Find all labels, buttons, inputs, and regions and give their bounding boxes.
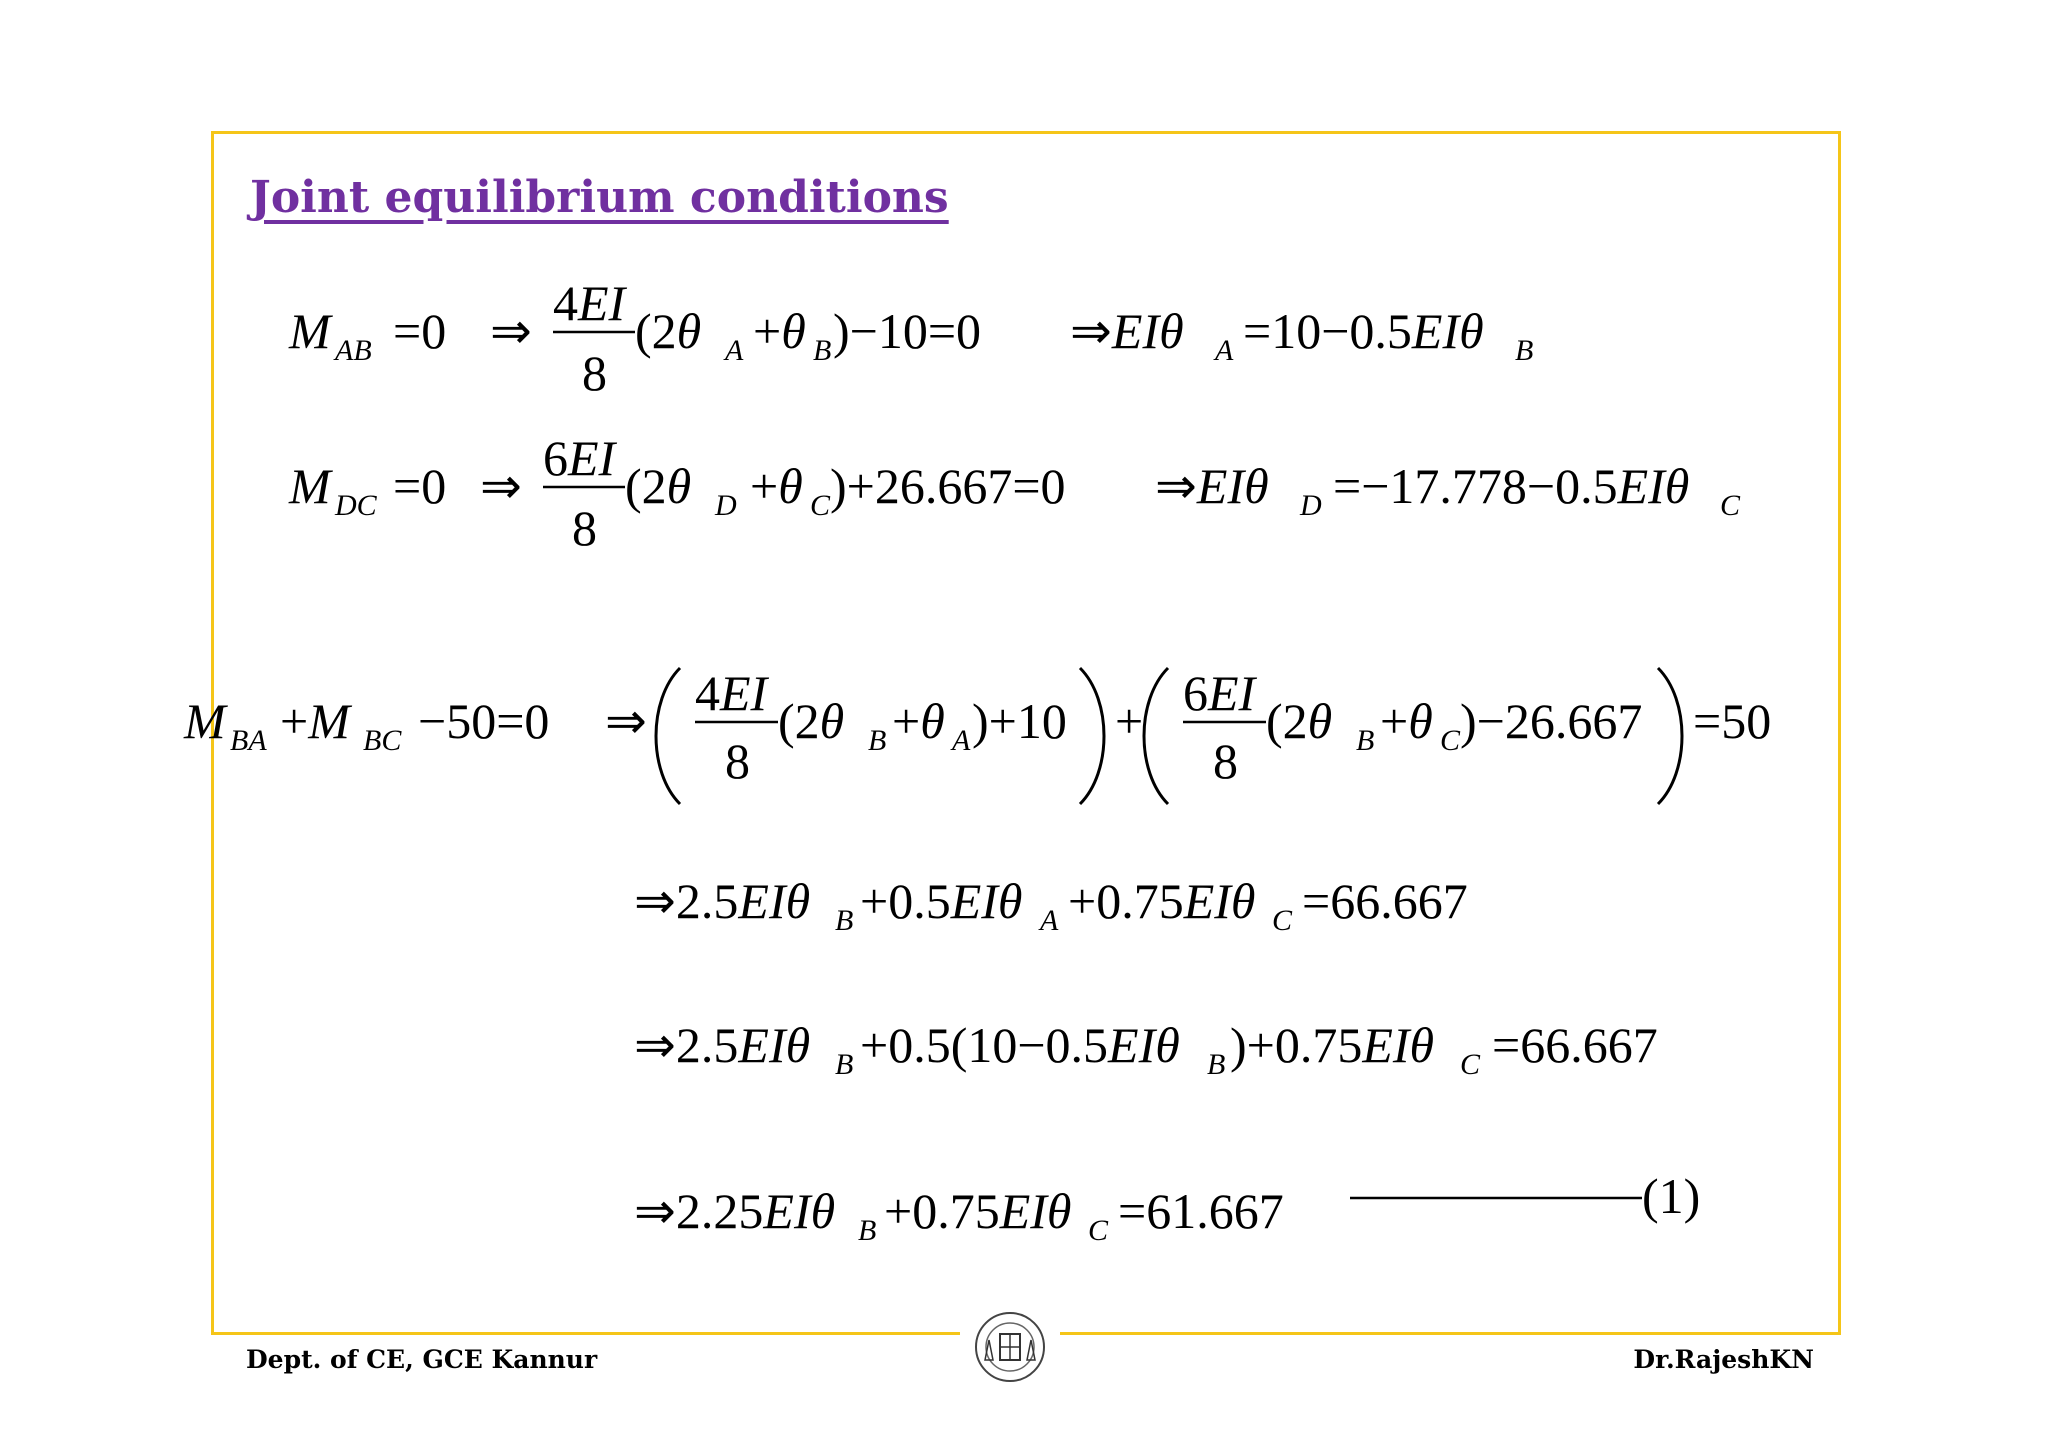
equation-m-ab-svg: [285, 270, 1585, 410]
svg-text:(1): (1): [1642, 1168, 1701, 1224]
svg-text:6EI: 6EI: [543, 430, 616, 486]
svg-text:⇒2.5EIθ: ⇒2.5EIθ: [634, 1017, 811, 1073]
svg-text:)+10: )+10: [972, 693, 1067, 749]
footer-author: Dr.RajeshKN: [1633, 1345, 1814, 1374]
equation-m-ab: [285, 270, 1585, 418]
svg-text:⇒: ⇒: [480, 458, 522, 514]
college-logo-graphic: [973, 1310, 1047, 1384]
slide-title: Joint equilibrium conditions: [250, 172, 949, 223]
svg-text:A: A: [725, 334, 744, 367]
svg-text:+: +: [1115, 693, 1144, 749]
equation-final: [630, 1168, 1730, 1266]
svg-text:8: 8: [1213, 733, 1238, 789]
svg-text:=0: =0: [393, 458, 447, 514]
svg-text:=−17.778−0.5EIθ: =−17.778−0.5EIθ: [1333, 458, 1690, 514]
svg-text:⇒2.5EIθ: ⇒2.5EIθ: [634, 873, 811, 929]
svg-text:−50=0: −50=0: [418, 693, 550, 749]
svg-text:(2θ: (2θ: [1266, 693, 1333, 749]
svg-text:⇒: ⇒: [490, 303, 532, 359]
svg-text:+θ: +θ: [1380, 693, 1433, 749]
equation-expanded-2: [630, 1012, 1730, 1100]
equation-m-dc-svg: [285, 425, 1785, 565]
footer-department: Dept. of CE, GCE Kannur: [246, 1345, 598, 1374]
svg-text:⇒: ⇒: [605, 693, 647, 749]
svg-text:B: B: [835, 904, 854, 937]
svg-text:D: D: [1300, 489, 1322, 522]
svg-text:6EI: 6EI: [1183, 665, 1256, 721]
college-logo: [973, 1310, 1047, 1384]
svg-text:A: A: [1040, 904, 1059, 937]
svg-text:⇒2.25EIθ: ⇒2.25EIθ: [634, 1183, 836, 1239]
svg-text:(2θ: (2θ: [635, 303, 702, 359]
svg-text:C: C: [1460, 1048, 1481, 1081]
svg-text:)−26.667: )−26.667: [1460, 693, 1643, 749]
equation-expanded-1-svg: [630, 868, 1530, 948]
svg-text:B: B: [868, 724, 887, 757]
svg-text:4EI: 4EI: [695, 665, 768, 721]
svg-text:M: M: [289, 458, 331, 514]
svg-text:4EI: 4EI: [553, 275, 626, 331]
svg-text:BA: BA: [230, 724, 267, 757]
svg-text:)+26.667=0: )+26.667=0: [830, 458, 1066, 514]
svg-text:DC: DC: [335, 489, 377, 522]
svg-text:C: C: [1720, 489, 1741, 522]
svg-text:+θ: +θ: [750, 458, 803, 514]
svg-text:=0: =0: [393, 303, 447, 359]
svg-text:C: C: [810, 489, 831, 522]
svg-text:+0.5EIθ: +0.5EIθ: [860, 873, 1023, 929]
svg-text:⇒EIθ: ⇒EIθ: [1070, 303, 1184, 359]
svg-text:=66.667: =66.667: [1492, 1017, 1658, 1073]
svg-text:AB: AB: [335, 334, 372, 367]
svg-text:M: M: [289, 303, 331, 359]
svg-text:BC: BC: [363, 724, 402, 757]
svg-text:)+0.75EIθ: )+0.75EIθ: [1230, 1017, 1435, 1073]
svg-text:A: A: [1215, 334, 1234, 367]
svg-text:B: B: [1515, 334, 1534, 367]
svg-text:=50: =50: [1693, 693, 1772, 749]
svg-text:)−10=0: )−10=0: [833, 303, 982, 359]
equation-expanded-2-svg: [630, 1012, 1730, 1092]
equation-joint-b-svg: [180, 650, 1800, 810]
svg-text:B: B: [1356, 724, 1375, 757]
svg-text:C: C: [1272, 904, 1293, 937]
svg-text:+M: +M: [280, 693, 350, 749]
svg-text:(2θ: (2θ: [625, 458, 692, 514]
svg-text:=61.667: =61.667: [1118, 1183, 1284, 1239]
svg-text:B: B: [835, 1048, 854, 1081]
svg-text:D: D: [715, 489, 737, 522]
svg-text:⇒EIθ: ⇒EIθ: [1155, 458, 1269, 514]
svg-text:B: B: [858, 1214, 877, 1247]
svg-text:8: 8: [572, 500, 597, 556]
svg-text:=10−0.5EIθ: =10−0.5EIθ: [1243, 303, 1484, 359]
svg-text:A: A: [952, 724, 971, 757]
svg-text:=66.667: =66.667: [1302, 873, 1468, 929]
equation-expanded-1: [630, 868, 1530, 956]
svg-text:B: B: [1207, 1048, 1226, 1081]
svg-text:+0.75EIθ: +0.75EIθ: [884, 1183, 1072, 1239]
svg-text:8: 8: [582, 345, 607, 401]
svg-text:+0.75EIθ: +0.75EIθ: [1068, 873, 1256, 929]
equation-joint-b: [180, 650, 1800, 818]
svg-text:C: C: [1088, 1214, 1109, 1247]
svg-text:M: M: [184, 693, 226, 749]
svg-text:(2θ: (2θ: [778, 693, 845, 749]
svg-text:+0.5(10−0.5EIθ: +0.5(10−0.5EIθ: [860, 1017, 1180, 1073]
svg-text:B: B: [813, 334, 832, 367]
svg-text:+θ: +θ: [753, 303, 806, 359]
svg-text:C: C: [1440, 724, 1461, 757]
equation-m-dc: [285, 425, 1785, 573]
equation-final-svg: [630, 1168, 1730, 1258]
svg-text:+θ: +θ: [892, 693, 945, 749]
svg-text:8: 8: [725, 733, 750, 789]
